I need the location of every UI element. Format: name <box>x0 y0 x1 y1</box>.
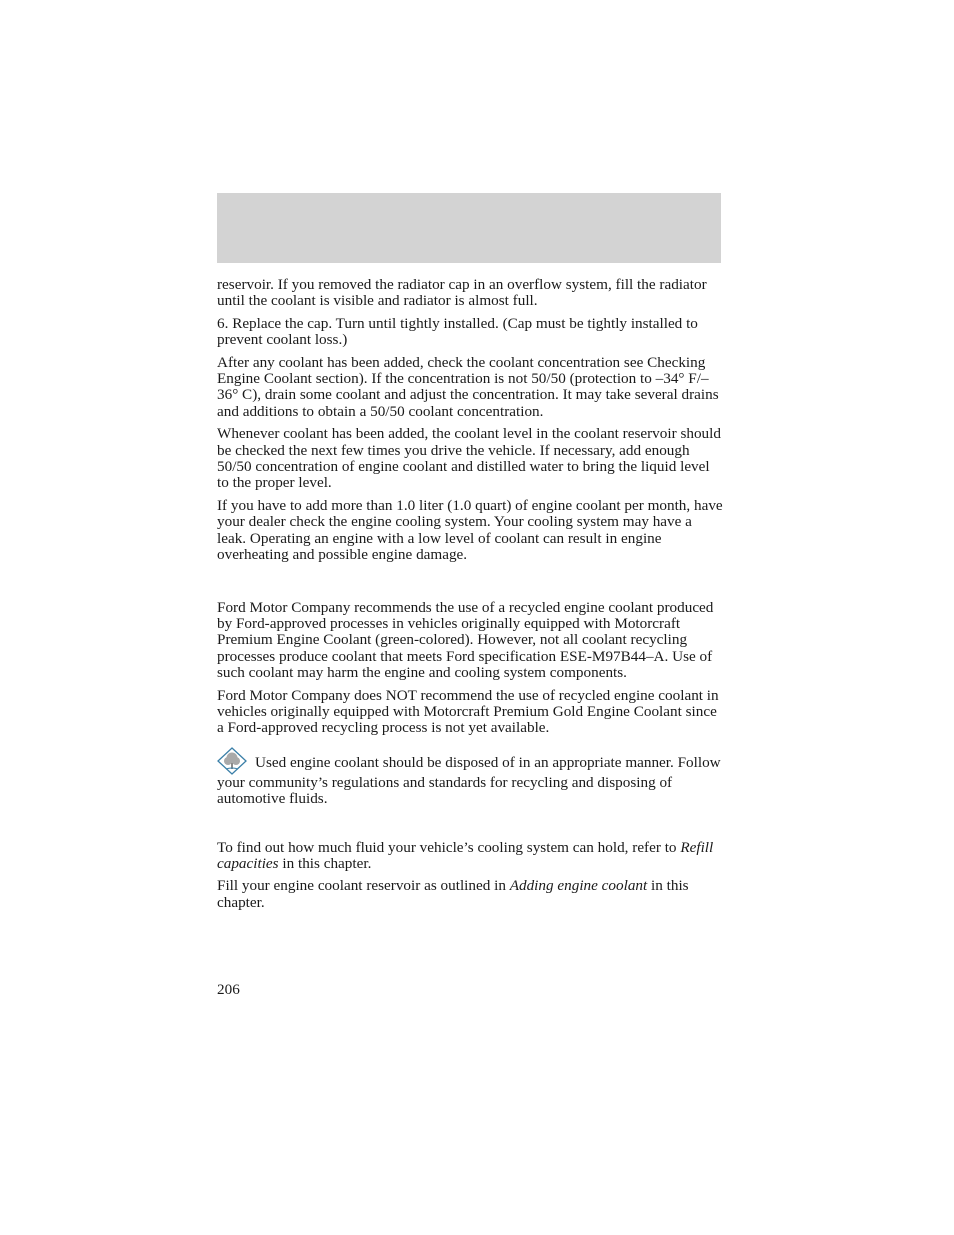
refill-capacities-reference: Refill capacities <box>217 838 714 872</box>
section-spacer <box>217 570 723 600</box>
section-spacer <box>217 814 723 840</box>
paragraph-not-recommend: Ford Motor Company does NOT recommend the use of recycled engine coolant in vehicles originally equipped with Motorcraft Premium Gold Engine Coolant since a Ford-approved recycling process is not yet available. <box>217 686 719 737</box>
paragraph-replace-cap: 6. Replace the cap. Turn until tightly installed. (Cap must be tightly installed to prevent coolant loss.) <box>217 314 698 349</box>
paragraph-disposal <box>217 747 723 808</box>
fill-text-pre: Fill your engine coolant reservoir as outlined in <box>217 877 510 895</box>
page-content <box>217 277 723 917</box>
capacity-text-post: in this chapter. <box>278 854 372 872</box>
section-header-band <box>217 193 721 263</box>
paragraph-fill-reservoir <box>217 878 723 911</box>
environment-tree-icon <box>217 747 247 775</box>
disposal-text: Used engine coolant should be disposed of in an appropriate manner. Follow your community’s regulations and standards for recycling and disposing of automotive fluids. <box>217 753 721 808</box>
capacity-text-pre: To find out how much fluid your vehicle’s cooling system can hold, refer to <box>217 838 681 856</box>
adding-engine-coolant-reference: Adding engine coolant <box>509 877 648 895</box>
paragraph-reservoir-fill: reservoir. If you removed the radiator cap in an overflow system, fill the radiator until the coolant is visible and radiator is almost full. <box>217 276 707 310</box>
paragraph-cooling-capacity <box>217 840 723 873</box>
fill-text-post: in this chapter. <box>217 877 689 911</box>
page-number: 206 <box>217 981 240 998</box>
paragraph-recycled-coolant: Ford Motor Company recommends the use of a recycled engine coolant produced by Ford-approved processes in vehicles originally equipped with Motorcraft Premium Engine Coolant (green-colored). However, not all coolant recycling processes produce coolant that meets Ford specification ESE-M97B44–A. Use of such coolant may harm the engine and cooling system components. <box>217 598 714 682</box>
paragraph-check-concentration: After any coolant has been added, check the coolant concentration see Checking Engine Coolant section). If the concentration is not 50/50 (protection to –34° F/–36° C), drain some coolant and adjust the concentration. It may take several drains and additions to obtain a 50/50 coolant concentration. <box>217 353 719 420</box>
paragraph-coolant-leak: If you have to add more than 1.0 liter (1.0 quart) of engine coolant per month, have your dealer check the engine cooling system. Your cooling system may have a leak. Operating an engine with a low level of coolant can result in engine overheating and possible engine damage. <box>217 496 723 564</box>
paragraph-check-level: Whenever coolant has been added, the coolant level in the coolant reservoir should be checked the next few times you drive the vehicle. If necessary, add enough 50/50 concentration of engine coolant and distilled water to bring the liquid level to the proper level. <box>217 425 721 492</box>
